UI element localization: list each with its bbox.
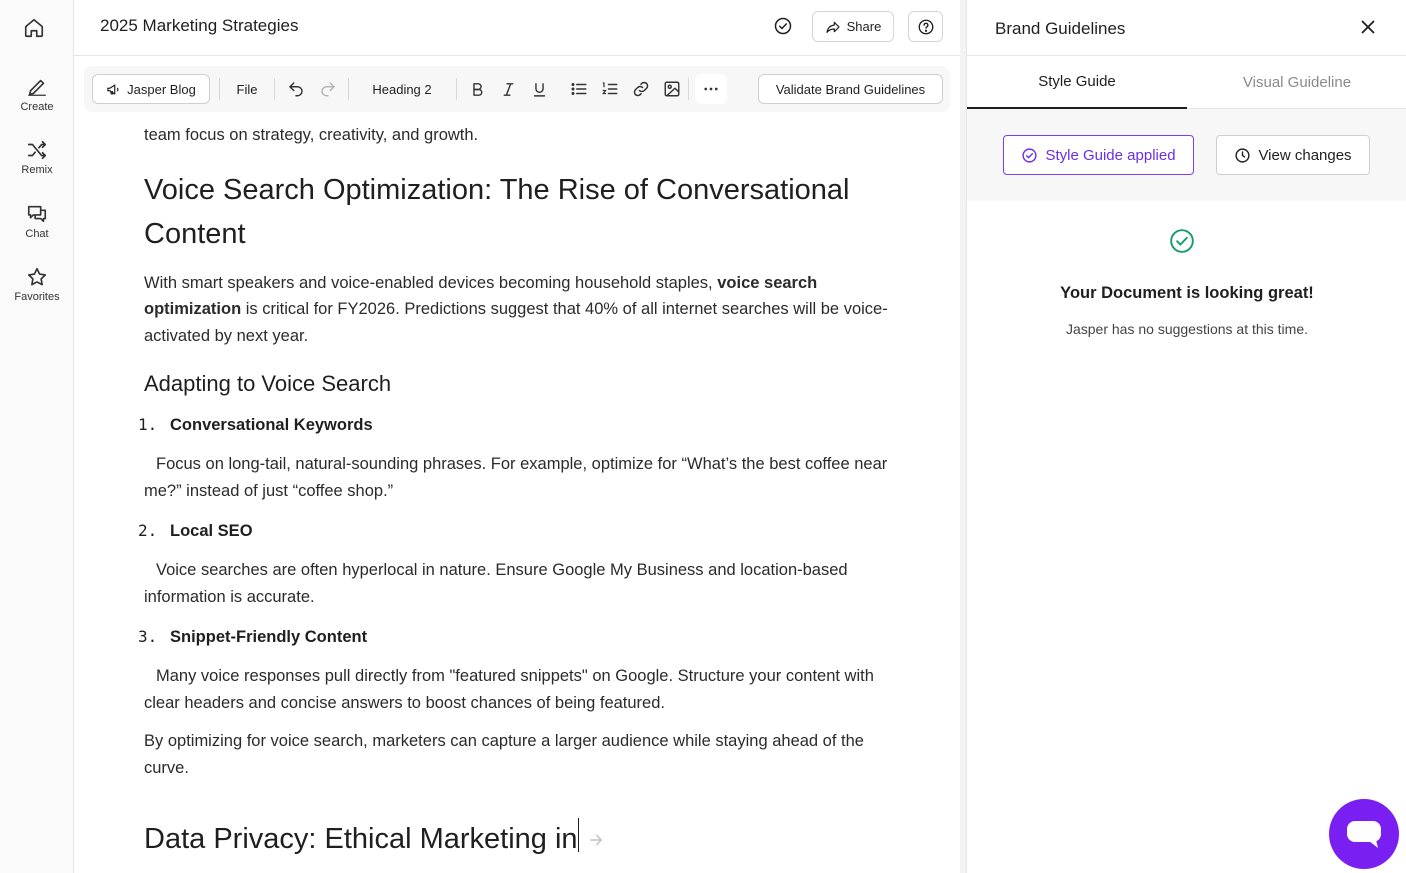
bulleted-list-button[interactable] xyxy=(568,78,590,100)
list-item-body: Many voice responses pull directly from "featured snippets" on Google. Structure your content with clear headers and concise answers to boost chances of being featured. xyxy=(144,667,874,712)
bullet-list-icon xyxy=(570,80,588,98)
editor-pane xyxy=(74,0,960,873)
chat-icon xyxy=(26,203,48,225)
italic-button[interactable] xyxy=(497,78,519,100)
underline-icon xyxy=(531,81,548,98)
list-number: 3. xyxy=(138,627,158,646)
redo-icon xyxy=(319,80,337,98)
share-arrow-icon xyxy=(825,19,841,35)
bold-icon xyxy=(469,81,486,98)
block-style-selector[interactable]: Heading 2 xyxy=(372,81,432,97)
status-subtitle: Jasper has no suggestions at this time. xyxy=(1065,321,1309,337)
heading-adapting: Adapting to Voice Search xyxy=(144,371,392,396)
list-number: 2. xyxy=(138,521,158,540)
list-number: 1. xyxy=(138,415,158,434)
paragraph-closing: By optimizing for voice search, marketers can capture a larger audience while staying ahead of the curve. xyxy=(144,732,864,777)
tab-style-guide[interactable]: Style Guide xyxy=(967,56,1187,109)
insert-image-button[interactable] xyxy=(661,78,683,100)
brand-guidelines-panel xyxy=(966,0,1406,873)
list-item xyxy=(138,415,894,504)
link-icon xyxy=(632,80,650,98)
status-check-button[interactable] xyxy=(773,16,793,36)
toolbar-divider xyxy=(274,78,275,100)
rail-item-remix[interactable] xyxy=(0,139,74,176)
heading-voice-search: Voice Search Optimization: The Rise of Conversational Content xyxy=(144,173,850,250)
list-item-title: Snippet-Friendly Content xyxy=(170,628,368,646)
megaphone-icon xyxy=(106,82,121,97)
list-item-title: Local SEO xyxy=(170,522,253,540)
numbered-list-button[interactable] xyxy=(599,78,621,100)
home-button[interactable] xyxy=(20,14,48,42)
heading-data-privacy: Data Privacy: Ethical Marketing in xyxy=(144,817,894,861)
editor-toolbar xyxy=(84,66,950,112)
close-panel-button[interactable] xyxy=(1357,16,1379,38)
home-icon xyxy=(23,17,45,39)
link-button[interactable] xyxy=(630,78,652,100)
status-title: Your Document is looking great! xyxy=(1060,284,1314,302)
share-button[interactable] xyxy=(812,11,894,42)
rail-item-label: Chat xyxy=(25,228,49,240)
panel-title: Brand Guidelines xyxy=(995,19,1126,38)
numbered-list-icon xyxy=(601,80,619,98)
success-check-icon xyxy=(1169,228,1195,254)
check-circle-icon xyxy=(1021,147,1038,164)
template-selector[interactable] xyxy=(92,74,210,104)
validate-brand-guidelines-button[interactable]: Validate Brand Guidelines xyxy=(758,74,943,104)
share-label: Share xyxy=(846,19,882,34)
bold-button[interactable] xyxy=(466,78,488,100)
question-circle-icon xyxy=(917,18,935,36)
file-menu-button[interactable]: File xyxy=(236,81,258,97)
rail-item-chat[interactable] xyxy=(0,203,74,240)
italic-icon xyxy=(500,81,517,98)
chat-bubble-icon xyxy=(1345,817,1383,851)
image-icon xyxy=(663,80,681,98)
view-changes-button[interactable] xyxy=(1216,135,1370,175)
pen-icon xyxy=(26,76,48,98)
toolbar-divider xyxy=(456,78,457,100)
shuffle-icon xyxy=(26,139,48,161)
undo-button[interactable] xyxy=(285,78,307,100)
rail-item-label: Favorites xyxy=(14,291,60,303)
style-guide-applied-button[interactable] xyxy=(1003,135,1194,175)
view-changes-label: View changes xyxy=(1258,146,1352,164)
toolbar-divider xyxy=(348,78,349,100)
list-item xyxy=(138,521,894,610)
help-button[interactable] xyxy=(908,11,943,42)
more-horizontal-icon xyxy=(702,80,720,98)
rail-item-favorites[interactable] xyxy=(0,266,74,303)
panel-header xyxy=(967,0,1406,56)
list-item-title: Conversational Keywords xyxy=(170,416,373,434)
list-item xyxy=(138,627,894,716)
text-cursor xyxy=(578,818,579,852)
rail-item-label: Create xyxy=(20,101,54,113)
toolbar-divider xyxy=(688,78,689,100)
list-item-body: Focus on long-tail, natural-sounding phrases. For example, optimize for “What’s the best coffee near me?” instead of just “coffee shop.” xyxy=(144,455,888,500)
panel-actions xyxy=(967,109,1406,201)
list-item-body: Voice searches are often hyperlocal in nature. Ensure Google My Business and location-based information is accurate. xyxy=(144,561,848,606)
tab-visual-guideline[interactable]: Visual Guideline xyxy=(1242,74,1352,91)
redo-button[interactable] xyxy=(317,78,339,100)
document-body[interactable] xyxy=(138,122,894,861)
template-label: Jasper Blog xyxy=(127,81,196,97)
check-circle-icon xyxy=(773,16,793,36)
rail-item-label: Remix xyxy=(21,164,53,176)
paragraph: team focus on strategy, creativity, and growth. xyxy=(144,126,479,144)
arrow-right-icon xyxy=(587,831,605,849)
paragraph-voice-search: With smart speakers and voice-enabled devices becoming household staples, voice search optimization is critical for FY2026. Predictions suggest that 40% of all internet searches will be voice-activated by next year. xyxy=(144,273,888,345)
toolbar-divider xyxy=(219,78,220,100)
document-title[interactable]: 2025 Marketing Strategies xyxy=(100,16,299,35)
more-options-button[interactable] xyxy=(695,74,727,104)
support-chat-button[interactable] xyxy=(1329,799,1399,869)
applied-label: Style Guide applied xyxy=(1045,146,1176,164)
clock-icon xyxy=(1234,147,1251,164)
panel-tabs xyxy=(967,56,1406,109)
close-icon xyxy=(1357,16,1379,38)
editor-header xyxy=(74,0,960,56)
left-rail xyxy=(0,0,74,873)
star-icon xyxy=(26,266,48,288)
undo-icon xyxy=(287,80,305,98)
underline-button[interactable] xyxy=(528,78,550,100)
rail-item-create[interactable] xyxy=(0,76,74,113)
